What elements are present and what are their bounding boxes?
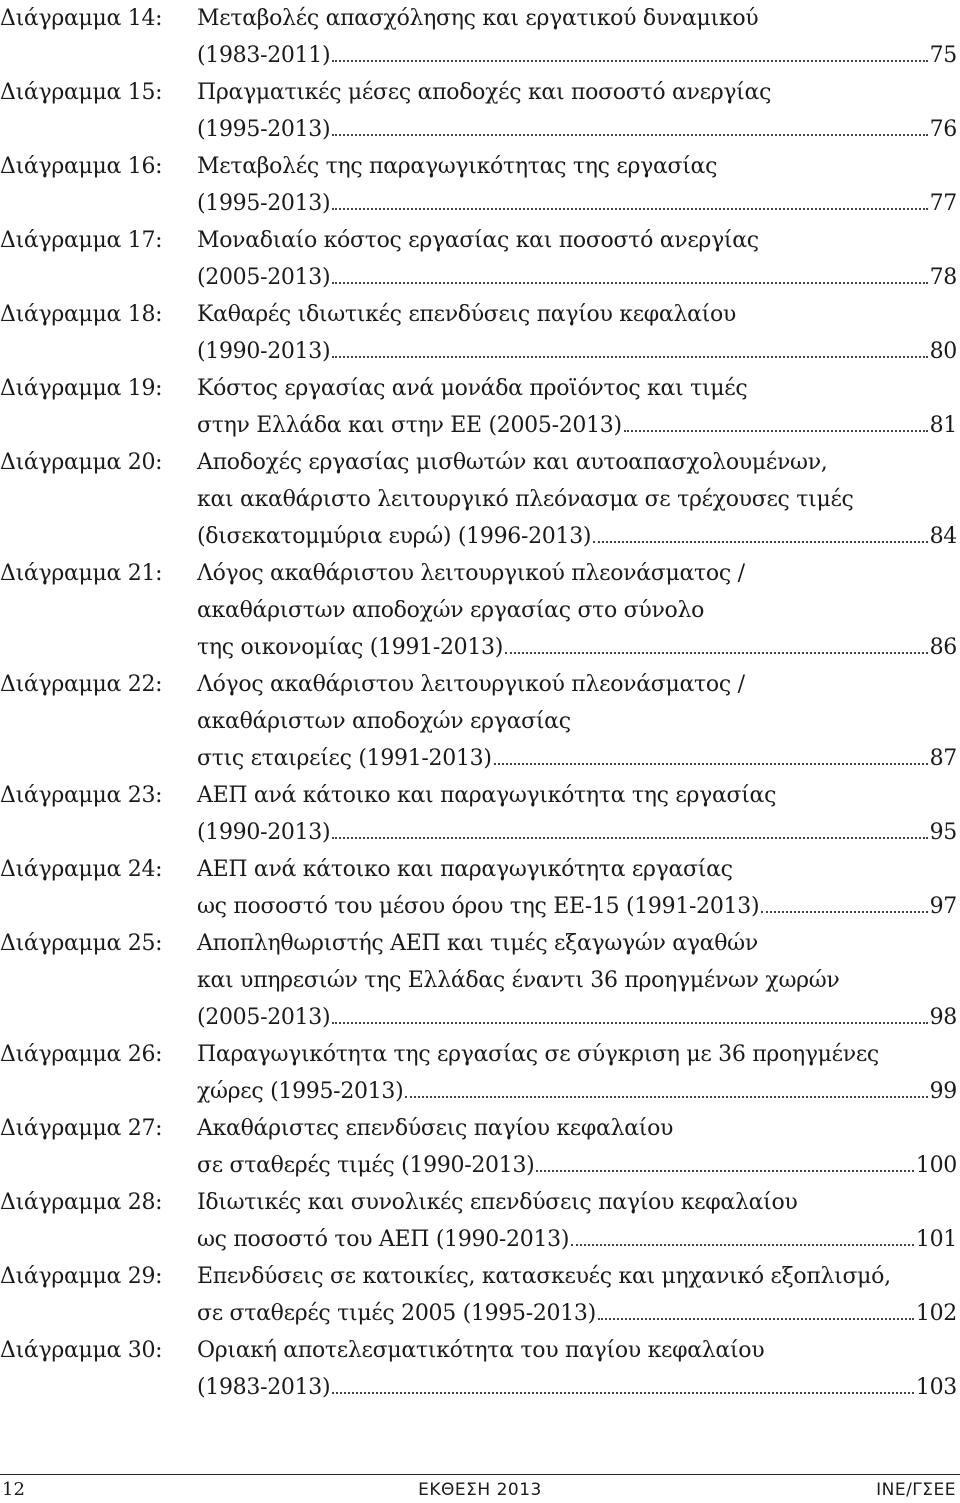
dot-leader [332,1021,927,1024]
page-number: 103 [915,1375,957,1400]
figure-title-line: Επενδύσεις σε κατοικίες, κατασκευές και μηχανικό εξοπλισμό, [197,1264,891,1289]
figure-label: Διάγραμμα 29: [0,1264,163,1289]
figure-title-line: (2005-2013) [197,1005,331,1030]
toc-entry[interactable] [0,1110,960,1184]
figure-title-last-line [197,518,957,555]
toc-entry[interactable] [0,1036,960,1110]
figure-title [197,1332,960,1406]
figure-title [197,777,960,851]
figure-title-line: στην Ελλάδα και στην ΕΕ (2005-2013) [197,413,622,438]
figure-title [197,851,960,925]
toc-entry[interactable] [0,1332,960,1406]
figure-label: Διάγραμμα 18: [0,302,163,327]
page-footer [0,1474,960,1503]
figure-title-last-line [197,37,957,74]
toc-entry[interactable] [0,74,960,148]
figure-title [197,1110,960,1184]
toc-entry[interactable] [0,851,960,925]
figure-label: Διάγραμμα 25: [0,931,163,956]
dot-leader [332,207,927,210]
figure-title-line: Μοναδιαίο κόστος εργασίας και ποσοστό ανεργίας [197,228,759,253]
figure-title-line: (1983-2011) [197,43,331,68]
figure-title-line: (δισεκατομμύρια ευρώ) (1996-2013) [197,524,592,549]
figure-title-line: χώρες (1995-2013) [197,1079,404,1104]
figure-title-last-line [197,629,957,666]
figure-title-line: Ακαθάριστες επενδύσεις παγίου κεφαλαίου [197,1116,674,1141]
figure-label: Διάγραμμα 22: [0,672,163,697]
figure-title-line: και υπηρεσιών της Ελλάδας έναντι 36 προηγμένων χωρών [197,968,840,993]
page-number: 80 [929,339,957,364]
toc-entry[interactable] [0,666,960,777]
figure-title-line: ως ποσοστό του μέσου όρου της ΕΕ-15 (1991-2013) [197,894,760,919]
figure-title [197,1184,960,1258]
figure-label: Διάγραμμα 28: [0,1190,163,1215]
figure-title-line: Αποπληθωριστής ΑΕΠ και τιμές εξαγωγών αγαθών [197,931,758,956]
figure-title-line: Λόγος ακαθάριστου λειτουργικού πλεονάσματος / [197,672,745,697]
page-number: 87 [929,746,957,771]
figure-title-line: (2005-2013) [197,265,331,290]
footer-report-title: ΕΚΘΕΣΗ 2013 [418,1480,542,1500]
figure-title-line: της οικονομίας (1991-2013) [197,635,504,660]
dot-leader [405,1095,927,1098]
dot-leader [332,133,927,136]
footer-rule [0,1474,960,1475]
figure-title-line: Λόγος ακαθάριστου λειτουργικού πλεονάσματος / [197,561,745,586]
figure-label: Διάγραμμα 17: [0,228,163,253]
figure-title-last-line [197,888,957,925]
page-number: 99 [929,1079,957,1104]
dot-leader [598,1317,914,1320]
figure-title-last-line [197,740,957,777]
figure-title-line: ως ποσοστό του ΑΕΠ (1990-2013) [197,1227,570,1252]
figure-title-line: Ιδιωτικές και συνολικές επενδύσεις παγίου κεφαλαίου [197,1190,798,1215]
figure-title-line: Οριακή αποτελεσματικότητα του παγίου κεφαλαίου [197,1338,765,1363]
figure-title-last-line [197,259,957,296]
figure-title [197,296,960,370]
toc-entry[interactable] [0,555,960,666]
page-number: 101 [915,1227,957,1252]
toc-entry[interactable] [0,222,960,296]
page-number: 97 [929,894,957,919]
page-number: 98 [929,1005,957,1030]
figure-title [197,555,960,666]
figure-title [197,148,960,222]
figure-label: Διάγραμμα 21: [0,561,163,586]
toc-entry[interactable] [0,148,960,222]
figure-label: Διάγραμμα 26: [0,1042,163,1067]
page-number: 102 [915,1301,957,1326]
figure-title-line: σε σταθερές τιμές (1990-2013) [197,1153,535,1178]
page-number: 100 [915,1153,957,1178]
figure-title-line: Καθαρές ιδιωτικές επενδύσεις παγίου κεφαλαίου [197,302,736,327]
figure-title-line: ΑΕΠ ανά κάτοικο και παραγωγικότητα της εργασίας [197,783,777,808]
page-number: 77 [929,191,957,216]
dot-leader [332,281,927,284]
figure-title-last-line [197,999,957,1036]
toc-entry[interactable] [0,370,960,444]
figure-title-last-line [197,407,957,444]
dot-leader [571,1243,914,1246]
figure-label: Διάγραμμα 14: [0,6,163,31]
figure-label: Διάγραμμα 23: [0,783,163,808]
figure-title-line: σε σταθερές τιμές 2005 (1995-2013) [197,1301,596,1326]
figure-title-line: (1995-2013) [197,117,331,142]
figure-title-line: (1990-2013) [197,820,331,845]
page-number: 95 [929,820,957,845]
figure-title-line: ΑΕΠ ανά κάτοικο και παραγωγικότητα εργασίας [197,857,733,882]
figure-title [197,0,960,74]
dot-leader [593,540,927,543]
figure-label: Διάγραμμα 27: [0,1116,163,1141]
figure-label: Διάγραμμα 16: [0,154,163,179]
figure-title [197,666,960,777]
figure-title-last-line [197,1221,957,1258]
dot-leader [332,59,927,62]
figure-title [197,925,960,1036]
dot-leader [332,1391,914,1394]
toc-entry[interactable] [0,777,960,851]
figure-title-line: Αποδοχές εργασίας μισθωτών και αυτοαπασχολουμένων, [197,450,828,475]
dot-leader [624,429,928,432]
toc-entry[interactable] [0,925,960,1036]
figure-label: Διάγραμμα 24: [0,857,163,882]
figure-title-last-line [197,185,957,222]
figure-label: Διάγραμμα 20: [0,450,163,475]
figure-title-line: ακαθάριστων αποδοχών εργασίας στο σύνολο [197,598,705,623]
toc-entry[interactable] [0,444,960,555]
dot-leader [332,355,927,358]
dot-leader [332,836,927,839]
figure-title-last-line [197,1073,957,1110]
page-number: 75 [929,43,957,68]
page-number: 84 [929,524,957,549]
figure-title [197,370,960,444]
figure-title-line: και ακαθάριστο λειτουργικό πλεόνασμα σε τρέχουσες τιμές [197,487,854,512]
toc-entry[interactable] [0,1258,960,1332]
figure-title-last-line [197,333,957,370]
figure-title-line: στις εταιρείες (1991-2013) [197,746,492,771]
footer-publisher: ΙΝΕ/ΓΣΕΕ [876,1480,956,1500]
figure-title [197,222,960,296]
dot-leader [536,1169,913,1172]
figure-title-line: Μεταβολές απασχόλησης και εργατικού δυναμικού [197,6,759,31]
figure-title-line: Πραγματικές μέσες αποδοχές και ποσοστό ανεργίας [197,80,772,105]
page-number: 81 [929,413,957,438]
figure-title-line: ακαθάριστων αποδοχών εργασίας [197,709,571,734]
figure-title-line: Μεταβολές της παραγωγικότητας της εργασίας [197,154,718,179]
figure-title-line: (1990-2013) [197,339,331,364]
figure-title [197,74,960,148]
figure-label: Διάγραμμα 19: [0,376,163,401]
figure-title-line: Κόστος εργασίας ανά μονάδα προϊόντος και τιμές [197,376,748,401]
figure-title-last-line [197,814,957,851]
figure-title-line: (1983-2013) [197,1375,331,1400]
page-number: 86 [929,635,957,660]
toc-entry[interactable] [0,0,960,74]
figure-title [197,1258,960,1332]
dot-leader [505,651,928,654]
page-number: 76 [929,117,957,142]
figure-title-line: (1995-2013) [197,191,331,216]
dot-leader [761,910,927,913]
toc-entry[interactable] [0,1184,960,1258]
figure-title-last-line [197,1295,957,1332]
figure-title-last-line [197,1369,957,1406]
figure-title-line: Παραγωγικότητα της εργασίας σε σύγκριση με 36 προηγμένες [197,1042,879,1067]
figure-title-last-line [197,111,957,148]
page-number: 78 [929,265,957,290]
figure-label: Διάγραμμα 30: [0,1338,163,1363]
figure-title-last-line [197,1147,957,1184]
figure-label: Διάγραμμα 15: [0,80,163,105]
figure-title [197,444,960,555]
footer-page-number: 12 [2,1479,25,1500]
figure-title [197,1036,960,1110]
toc-entry[interactable] [0,296,960,370]
dot-leader [494,762,928,765]
